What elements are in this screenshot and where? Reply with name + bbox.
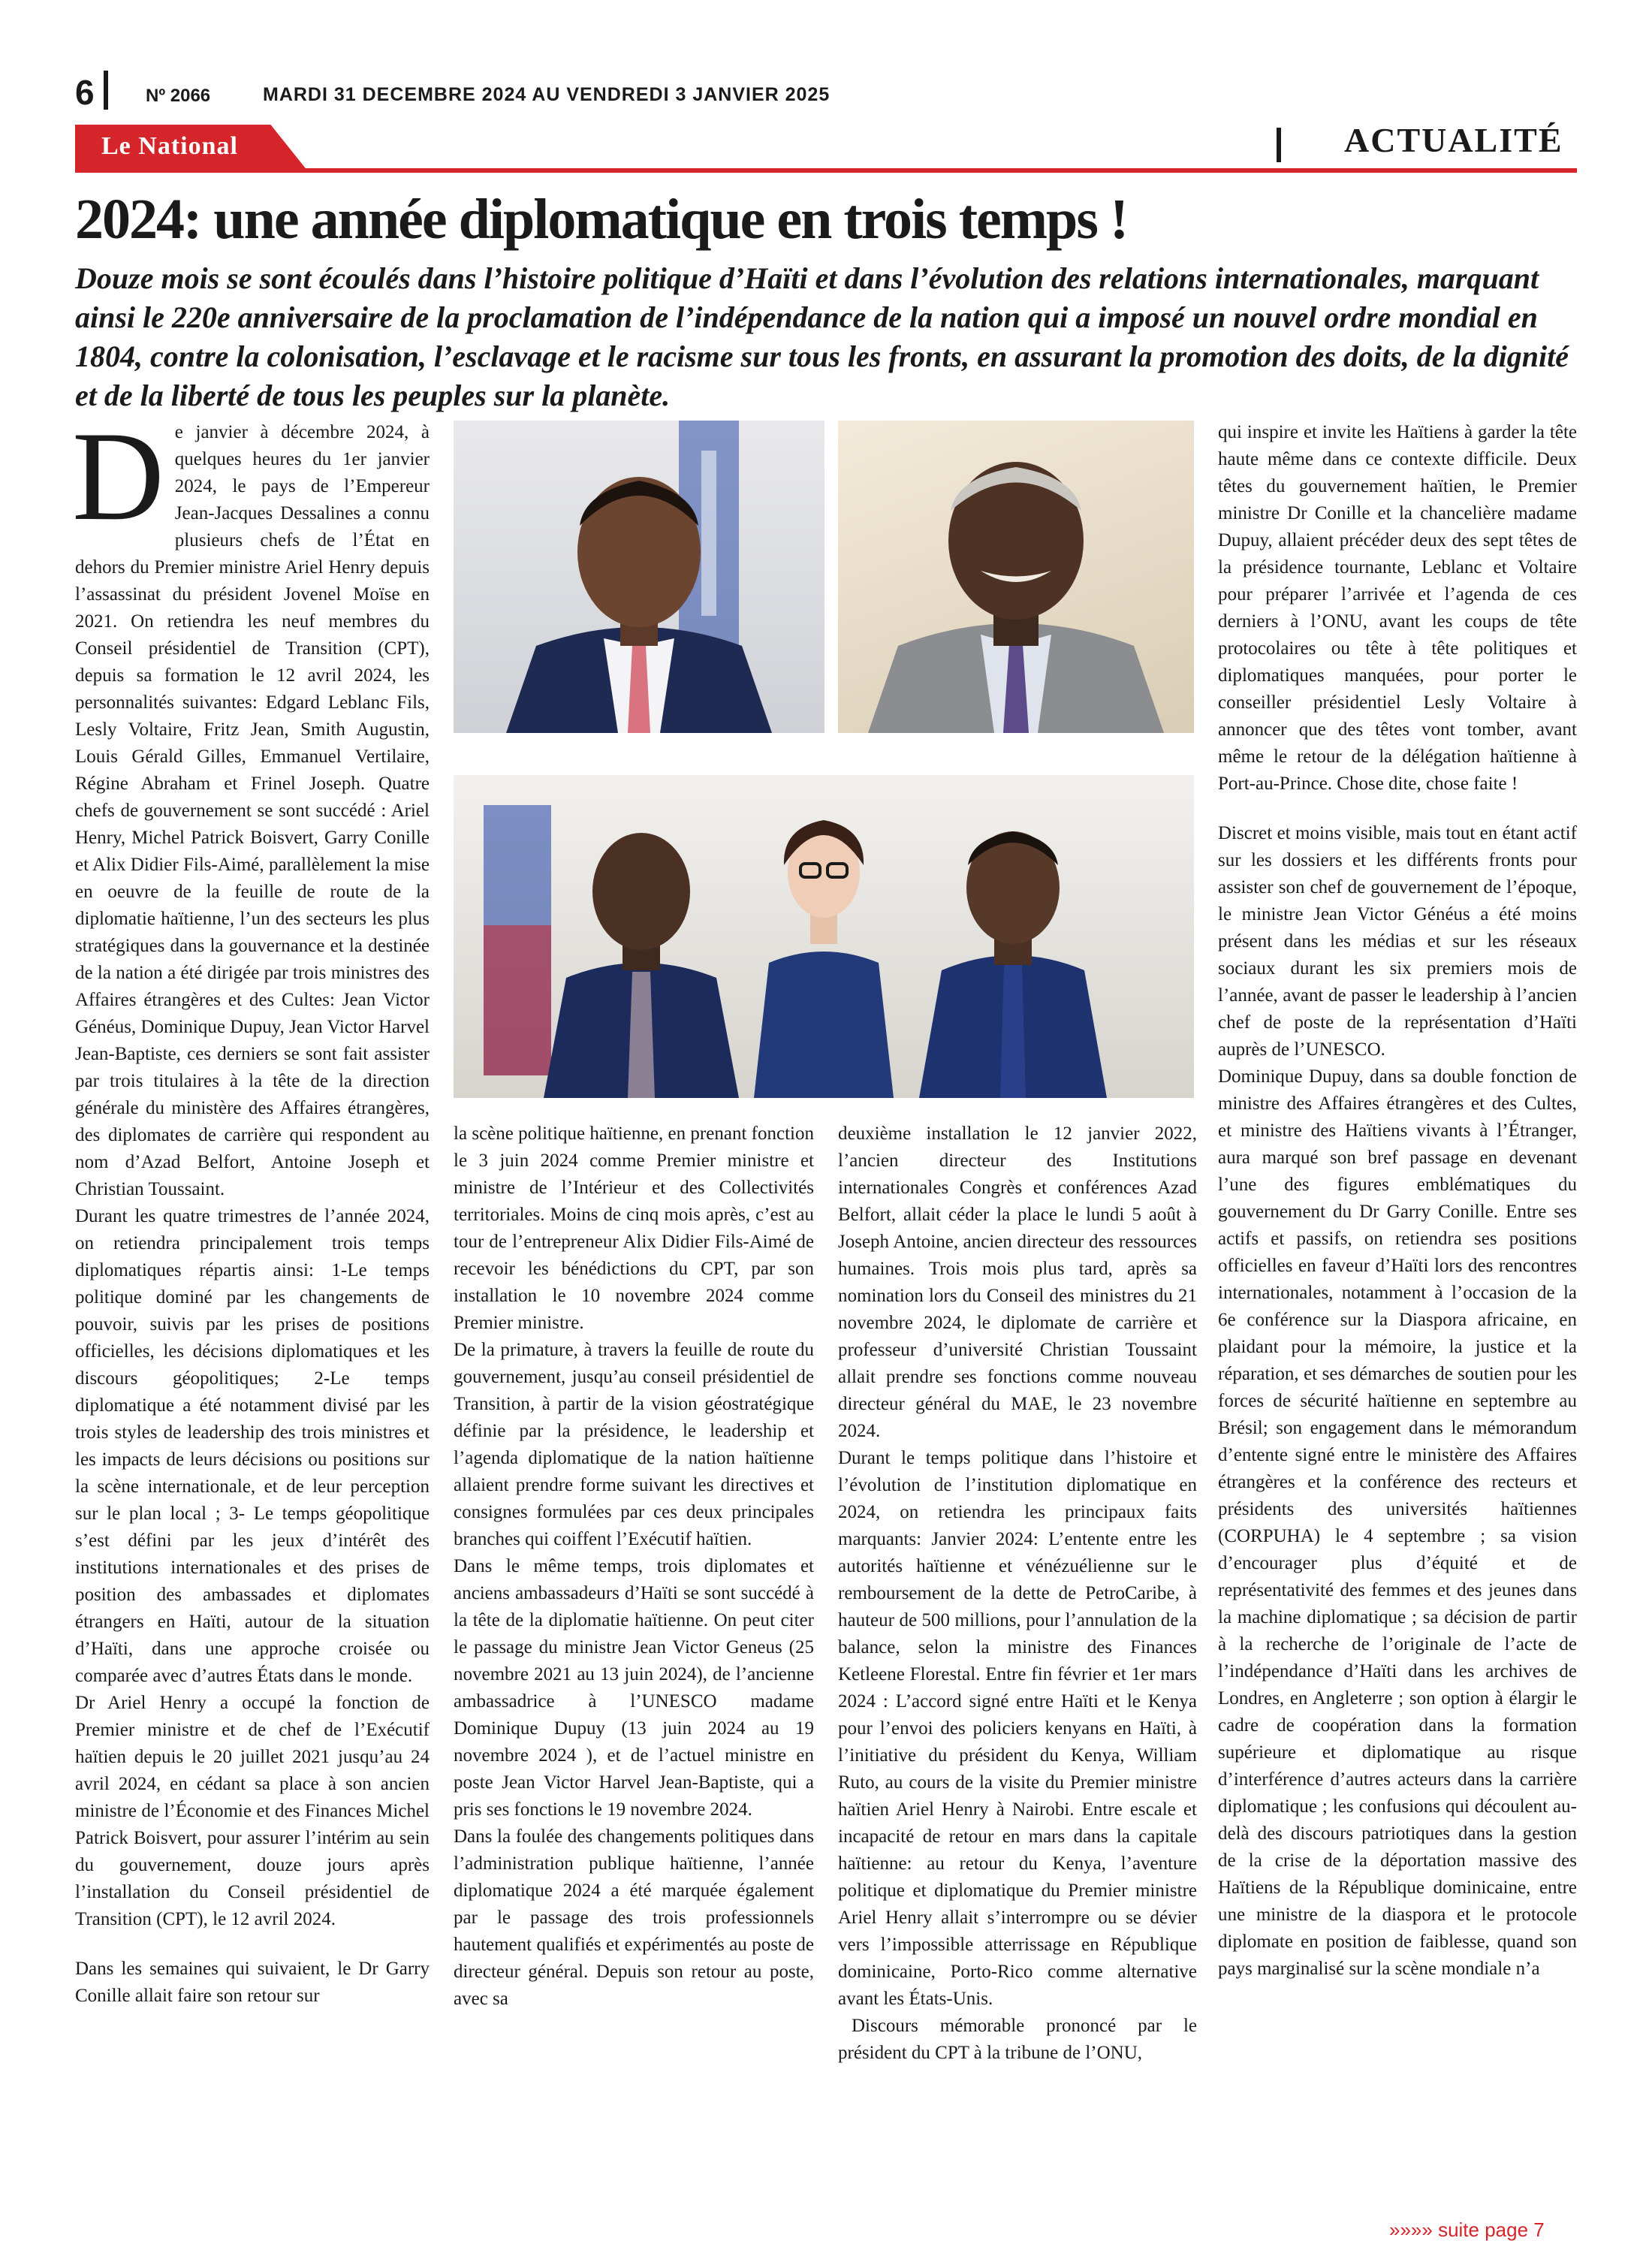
paragraph: Dans le même temps, trois diplomates et anciens ambassadeurs d’Haïti se sont succédé à la tête de la diplomatie haïtienne. On peut citer le passage du ministre Jean Victor Geneus (25 novembre 2021 au 13 juin 2024), de l’ancienne ambassadrice à l’UNESCO madame Dominique Dupuy (13 juin 2024 au 19 novembre 2024 ), et de l’actuel ministre en poste Jean Victor Harvel Jean-Baptiste, qui a pris ses fonctions le 19 novembre 2024. bbox=[454, 1556, 814, 1820]
paragraph: deuxième installation le 12 janvier 2022, l’ancien directeur des Institutions internationales Congrès et conférences Azad Belfort, allait céder la place le lundi 5 août à Joseph Antoine, ancien directeur des ressources humaines. Trois mois plus tard, après sa nomination lors du Conseil des ministres du 21 novembre 2024, le diplomate de carrière et professeur d’université Christian Toussaint allait prendre ses fonctions comme nouveau directeur général du MAE, le 23 novembre 2024. bbox=[838, 1123, 1197, 1441]
drop-cap: D bbox=[72, 406, 164, 547]
header-rule bbox=[75, 168, 1577, 173]
paragraph: Discours mémorable prononcé par le président du CPT à la tribune de l’ONU, bbox=[838, 2016, 1197, 2063]
paragraph: e janvier à décembre 2024, à quelques heures du 1er janvier 2024, le pays de l’Empereur Jean-Jacques Dessalines a connu plusieurs chefs de l’État en dehors du Premier ministre Ariel Henry depuis l’assassinat du président Jovenel Moïse en 2021. On retiendra les neuf membres du Conseil présidentiel de Transition (CPT), depuis sa formation le 12 avril 2024, les personnalités suivantes: Edgard Leblanc Fils, Lesly Voltaire, Fritz Jean, Smith Augustin, Louis Gérald Gilles, Emmanuel Vertilaire, Régine Abraham et Frinel Joseph. Quatre chefs de gouvernement se sont succédé : Ariel Henry, Michel Patrick Boisvert, Garry Conille et Alix Didier Fils-Aimé, parallèlement la mise en oeuvre de la feuille de route de la diplomatie haïtienne, l’un des secteurs les plus stratégiques dans la gouvernance et la destinée de la nation a été dirigée par trois ministres des Affaires étrangères et des Cultes: Jean Victor Généus, Dominique Dupuy, Jean Victor Harvel Jean-Baptiste, ces derniers se sont fait assister par trois titulaires à la tête de la direction générale du ministère des Affaires étrangères, des diplomates de carrière qui respondent au nom d’Azad Belfort, Antoine Joseph et Christian Toussaint. bbox=[75, 422, 430, 1199]
issue-number: Nº 2066 bbox=[146, 86, 211, 106]
photo-official-pink-tie bbox=[454, 421, 824, 733]
paragraph: Dans les semaines qui suivaient, le Dr Garry Conille allait faire son retour sur bbox=[75, 1959, 430, 2006]
article-column-2 bbox=[454, 1120, 814, 2013]
paragraph: qui inspire et invite les Haïtiens à garder la tête haute même dans ce contexte difficile. Deux têtes du gouvernement haïtien, le Premier ministre Dr Conille et la chancelière madame Dupuy, allaient précéder deux des sept têtes de la présidence tournante, Leblanc et Voltaire pour préparer l’arrivée et l’agenda de ces derniers à l’ONU, avant les coups de tête protocolaires ou tête à tête politiques et diplomatiques manquées, pour porter le conseiller présidentiel Lesly Voltaire à annoncer que des têtes vont tomber, avant même le retour de la délégation haïtienne à Port-au-Prince. Chose dite, chose faite ! bbox=[1218, 422, 1577, 794]
article-headline: 2024: une année diplomatique en trois temps ! bbox=[75, 188, 1128, 251]
paragraph: Dans la foulée des changements politiques dans l’administration publique haïtienne, l’année diplomatique 2024 a été marquée également par le passage des trois professionnels hautement qualifiés et expérimentés au poste de directeur général. Depuis son retour au poste, avec sa bbox=[454, 1826, 814, 2009]
section-divider bbox=[1277, 128, 1281, 162]
article-column-4 bbox=[1218, 419, 1577, 1983]
article-column-3 bbox=[838, 1120, 1197, 2067]
paragraph: De la primature, à travers la feuille de route du gouvernement, jusqu’au conseil présidentiel de Transition, à partir de la vision géostratégique définie par la présidence, le leadership et l’agenda diplomatique de la nation haïtienne allaient prendre forme suivant les directives et consignes formulées par ces deux principales branches qui coiffent l’Exécutif haïtien. bbox=[454, 1340, 814, 1549]
article-lede: Douze mois se sont écoulés dans l’histoire politique d’Haïti et dans l’évolution des relations internationales, marquant ainsi le 220e anniversaire de la proclamation de l’indépendance de la nation qui a imposé un nouvel ordre mondial en 1804, contre la colonisation, l’esclavage et le racisme sur tous les fronts, en assurant la promotion des doits, de la dignité et de la liberté de tous les peuples sur la planète. bbox=[75, 261, 1569, 412]
photo-official-purple-tie bbox=[838, 421, 1194, 733]
page-number: 6 bbox=[75, 73, 95, 112]
dateline: MARDI 31 DECEMBRE 2024 AU VENDREDI 3 JANVIER 2025 bbox=[263, 84, 831, 105]
paragraph: Discret et moins visible, mais tout en étant actif sur les dossiers et les différents fronts pour assister son chef de gouvernement de l’époque, le ministre Jean Victor Généus a été moins présent dans les médias et sur les réseaux sociaux durant les six premiers mois de l’année, avant de passer le leadership à l’ancien chef de poste de la représentation d’Haïti auprès de l’UNESCO. bbox=[1218, 823, 1577, 1060]
continuation-link[interactable]: »»»» suite page 7 bbox=[1389, 2218, 1545, 2241]
publication-name: Le National bbox=[101, 132, 238, 160]
page-number-divider bbox=[104, 71, 108, 110]
paragraph: Dominique Dupuy, dans sa double fonction de ministre des Affaires étrangères et des Cultes, et ministre des Haïtiens vivants à l’Étranger, aura marqué son bref passage en devenant l’une des figures emblématiques du gouvernement du Dr Garry Conille. Entre ses actifs et passifs, on retiendra ses positions officielles en faveur d’Haïti lors des rencontres internationales, notamment à l’occasion de la 6e conférence sur la Diaspora africaine, en plaidant pour la mémoire, la justice et la réparation, et ses démarches de soutien pour les forces de sécurité haïtienne en septembre au Brésil; son engagement dans le mémorandum d’entente signé entre le ministère des Affaires étrangères et la conférence des recteurs et présidents des universités haïtiennes (CORPUHA) le 4 septembre ; sa vision d’encourager plus d’équité et de représentativité des femmes et des jeunes dans la machine diplomatique ; sa décision de partir à la recherche de l’originale de l’acte de l’indépendance d’Haïti dans les archives de Londres, en Angleterre ; son option à élargir le cadre de coopération dans la formation supérieure et diplomatique au risque d’interférence d’autres acteurs dans la carrière diplomatique ; les confusions qui découlent au-delà des discours patriotiques dans la gestion de la crise de la déportation massive des Haïtiens de la République dominicaine, entre une ministre de la diaspora et le protocole diplomate en position de faiblesse, quand son pays marginalisé sur la scène mondiale n’a bbox=[1218, 1066, 1577, 1979]
paragraph: la scène politique haïtienne, en prenant fonction le 3 juin 2024 comme Premier ministre et ministre de l’Intérieur et des Collectivités territoriales. Moins de cinq mois après, c’est au tour de l’entrepreneur Alix Didier Fils-Aimé de recevoir les bénédictions du CPT, par son installation le 10 novembre 2024 comme Premier ministre. bbox=[454, 1123, 814, 1333]
photo-group-three-officials bbox=[454, 775, 1194, 1098]
article-column-1 bbox=[72, 406, 430, 2010]
section-title: ACTUALITÉ bbox=[1344, 121, 1563, 159]
paragraph: Dr Ariel Henry a occupé la fonction de Premier ministre et de chef de l’Exécutif haïtien depuis le 20 juillet 2021 jusqu’au 24 avril 2024, en cédant sa place à son ancien ministre de l’Économie et des Finances Michel Patrick Boisvert, pour assurer l’intérim au sein du gouvernement, douze jours après l’installation du Conseil présidentiel de Transition (CPT), le 12 avril 2024. bbox=[75, 1693, 430, 1929]
paragraph: Durant le temps politique dans l’histoire et l’évolution de l’institution diplomatique en 2024, on retiendra les principaux faits marquants: Janvier 2024: L’entente entre les autorités haïtienne et vénézuélienne sur le remboursement de la dette de PetroCaribe, à hauteur de 500 millions, pour l’annulation de la balance, selon la ministre des Finances Ketleene Florestal. Entre fin février et 1er mars 2024 : L’accord signé entre Haïti et le Kenya pour l’envoi des policiers kenyans en Haïti, à l’initiative du président du Kenya, William Ruto, au cours de la visite du Premier ministre haïtien Ariel Henry à Nairobi. Entre escale et incapacité de retour en mars dans la capitale haïtienne: au retour du Kenya, l’aventure politique et diplomatique du Premier ministre Ariel Henry allait s’interrompre ou se dévier vers l’impossible atterrissage en République dominicaine, Porto-Rico comme alternative avant les États-Unis. bbox=[838, 1448, 1197, 2009]
paragraph: Durant les quatre trimestres de l’année 2024, on retiendra principalement trois temps diplomatiques répartis ainsi: 1-Le temps politique dominé par les changements de pouvoir, suivis par les prises de positions officielles, les décisions diplomatiques et les discours géopolitiques; 2-Le temps diplomatique a été notamment divisé par les trois styles de leadership des trois ministres et les impacts de leurs décisions ou positions sur la scène internationale, et de leur perception sur le plan local ; 3- Le temps géopolitique s’est défini par les jeux d’intérêt des institutions internationales et des prises de position des ambassades et diplomates étrangers en Haïti, autour de la situation d’Haïti, dans une approche croisée ou comparée avec d’autres États dans le monde. bbox=[75, 1206, 430, 1686]
